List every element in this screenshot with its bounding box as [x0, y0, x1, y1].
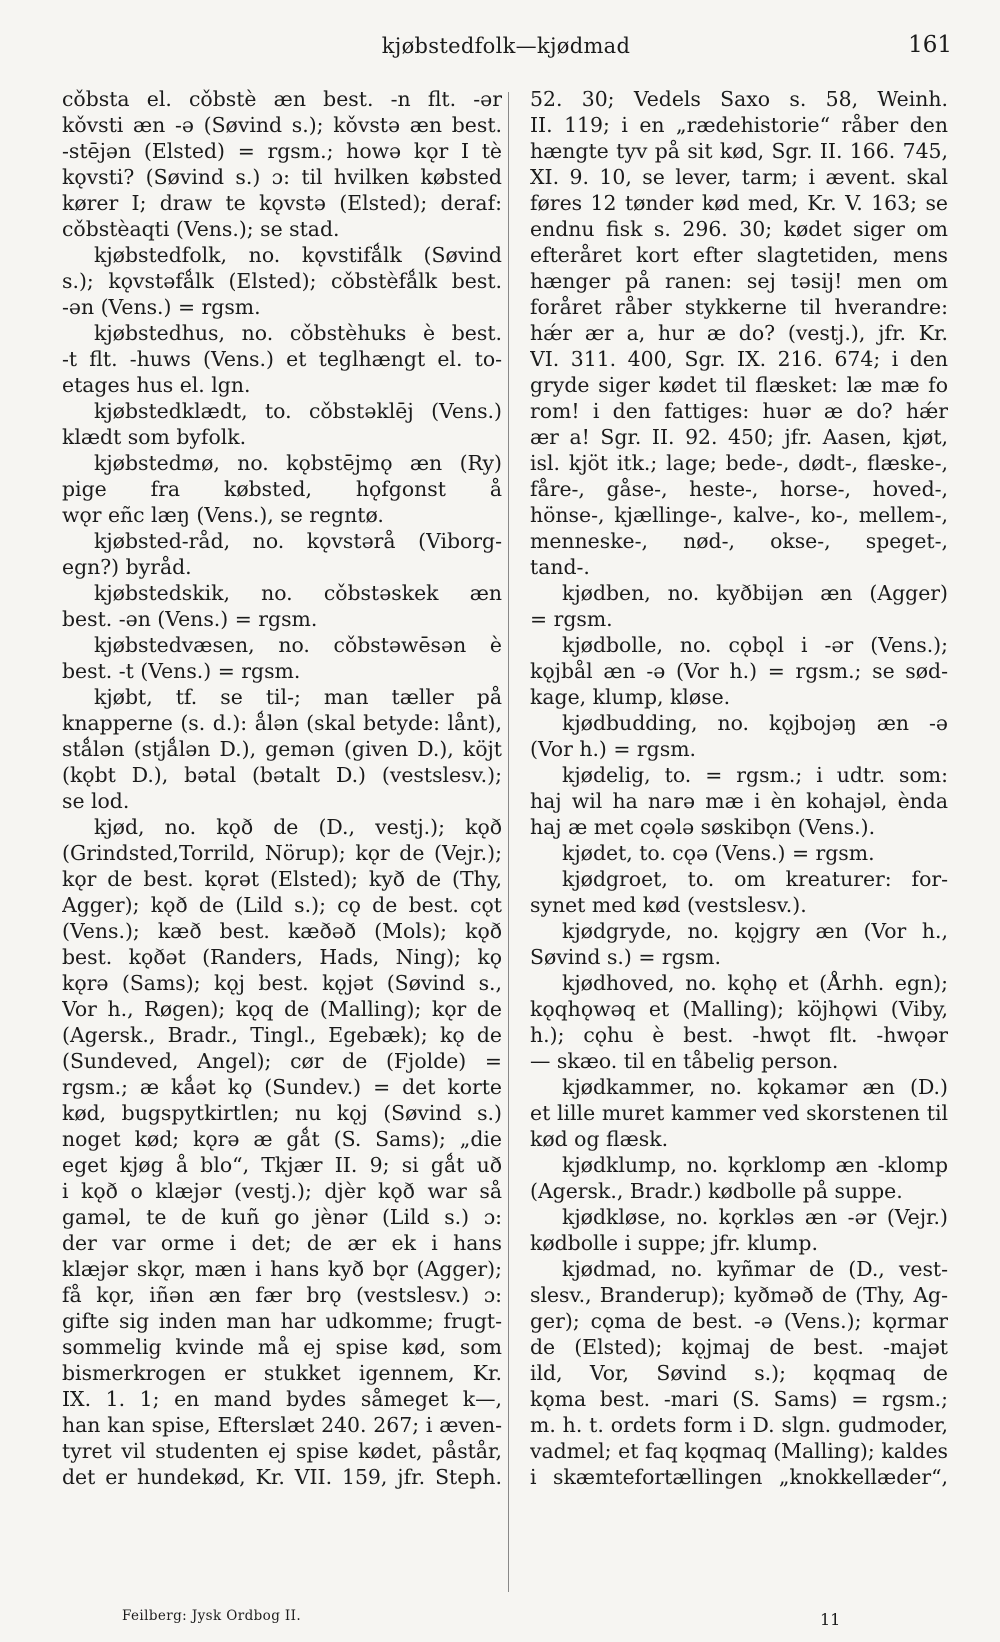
line-text: klæjər skǫr, mæn i hans kyð bǫr (Agger);: [62, 1257, 502, 1281]
text-line: [62, 502, 502, 528]
text-line: [530, 1230, 948, 1256]
right-column: [530, 86, 948, 1490]
text-line: [62, 1308, 502, 1334]
line-text: kǫvsti? (Søvind s.) ɔ: til hvilken købsted: [62, 165, 502, 189]
line-text: haj wil ha narə mæ i èn kohajəl, ènda: [530, 789, 948, 813]
line-text: tyret vil studenten ej spise kødet, påstår,: [62, 1439, 502, 1463]
text-line: [530, 1126, 948, 1152]
line-text: (Vor h.) = rgsm.: [530, 737, 697, 761]
text-line: [62, 1464, 502, 1490]
line-text: kjødbolle, no. cǫbǫl i -ər (Vens.);: [562, 633, 948, 657]
line-text: hǽr ær a, hur æ do? (vestj.), jfr. Kr.: [530, 321, 948, 345]
line-text: II. 119; i en „rædehistorie“ råber den: [530, 113, 948, 137]
text-line: [62, 1152, 502, 1178]
left-column: [62, 86, 502, 1490]
entry-headword-line: [62, 580, 502, 606]
line-text: XI. 9. 10, se lever, tarm; i ævent. skal: [530, 165, 948, 189]
line-text: kǫjbål æn -ə (Vor h.) = rgsm.; se sød-: [530, 659, 948, 683]
footer-signature: Feilberg: Jysk Ordbog II.: [122, 1608, 302, 1624]
text-line: [62, 112, 502, 138]
text-line: [62, 86, 502, 112]
text-line: [62, 1074, 502, 1100]
text-line: [530, 398, 948, 424]
page-header: [60, 30, 952, 70]
page-number: 161: [908, 32, 952, 58]
text-line: [530, 216, 948, 242]
line-text: kød og flæsk.: [530, 1127, 669, 1151]
text-line: [62, 1126, 502, 1152]
line-text: et lille muret kammer ved skorstenen til: [530, 1101, 948, 1125]
line-text: -ən (Vens.) = rgsm.: [62, 295, 261, 319]
text-line: [530, 164, 948, 190]
text-line: [62, 1022, 502, 1048]
line-text: der var orme i det; de ær ek i hans: [62, 1231, 502, 1255]
line-text: kjødgryde, no. kǫjgry æn (Vor h.,: [562, 919, 948, 943]
entry-headword-line: [62, 398, 502, 424]
line-text: (kǫbt D.), bətal (bətalt D.) (vestslesv.);: [62, 763, 502, 787]
text-line: [530, 1282, 948, 1308]
text-line: [530, 242, 948, 268]
text-line: [62, 1204, 502, 1230]
text-line: [62, 372, 502, 398]
text-line: [62, 970, 502, 996]
entry-headword-line: [530, 970, 948, 996]
text-line: [530, 1464, 948, 1490]
entry-headword-line: [530, 1204, 948, 1230]
line-text: 52. 30; Vedels Saxo s. 58, Weinh.: [530, 87, 948, 111]
line-text: kjødgroet, to. om kreaturer: for-: [562, 867, 948, 891]
line-text: -stējən (Elsted) = rgsm.; howə kǫr I tè: [62, 139, 502, 163]
text-line: [62, 658, 502, 684]
line-text: bismerkrogen er stukket igennem, Kr.: [62, 1361, 502, 1385]
text-line: [62, 606, 502, 632]
line-text: menneske-, nød-, okse-, speget-,: [530, 529, 948, 553]
line-text: kører I; draw te kǫvstə (Elsted); deraf:: [62, 191, 502, 215]
entry-headword-line: [530, 840, 948, 866]
line-text: kǫqhǫwəq et (Malling); köjhǫwi (Viby,: [530, 997, 948, 1021]
line-text: kjødhoved, no. kǫhǫ et (Århh. egn);: [562, 971, 948, 995]
text-line: [62, 866, 502, 892]
entry-headword-line: [62, 684, 502, 710]
line-text: hönse-, kjællinge-, kalve-, ko-, mellem-,: [530, 503, 948, 527]
text-line: [62, 1048, 502, 1074]
line-text: tand-.: [530, 555, 590, 579]
line-text: m. h. t. ordets form i D. slgn. gudmoder,: [530, 1413, 948, 1437]
line-text: — skæo. til en tåbelig person.: [530, 1049, 839, 1073]
line-text: gaməl, te de kuñ go jènər (Lild s.) ɔ:: [62, 1205, 502, 1229]
line-text: cǒbsta el. cǒbstè æn best. -n flt. -ər: [62, 87, 502, 111]
text-line: [62, 1100, 502, 1126]
line-text: kjøbstedskik, no. cǒbstəskek æn: [94, 581, 502, 605]
line-text: (Agersk., Bradr.) kødbolle på suppe.: [530, 1179, 903, 1203]
line-text: efteråret kort efter slagtetiden, mens: [530, 243, 948, 267]
line-text: sommelig kvinde må ej spise kød, som: [62, 1335, 502, 1359]
line-text: cǒbstèaqti (Vens.); se stad.: [62, 217, 340, 241]
entry-headword-line: [62, 450, 502, 476]
line-text: Agger); kǫð de (Lild s.); cǫ de best. cǫt: [62, 893, 502, 917]
line-text: kjødet, to. cǫə (Vens.) = rgsm.: [562, 841, 875, 865]
line-text: kjøbstedmø, no. kǫbstējmǫ æn (Ry): [94, 451, 502, 475]
text-line: [62, 216, 502, 242]
line-text: knapperne (s. d.): ǻlən (skal betyde: lånt),: [62, 711, 502, 735]
column-divider: [508, 92, 509, 1592]
line-text: = rgsm.: [530, 607, 613, 631]
text-line: [530, 736, 948, 762]
line-text: isl. kjöt itk.; lage; bede-, dødt-, flæske-,: [530, 451, 948, 475]
text-line: [530, 86, 948, 112]
entry-headword-line: [530, 710, 948, 736]
line-text: -t flt. -huws (Vens.) et teglhængt el. to-: [62, 347, 502, 371]
line-text: kjøbstedvæsen, no. cǒbstəwēsən è: [94, 633, 502, 657]
text-line: [530, 424, 948, 450]
text-line: [62, 788, 502, 814]
text-line: [530, 476, 948, 502]
text-line: [530, 1022, 948, 1048]
text-line: [62, 1282, 502, 1308]
line-text: kjødklump, no. kǫrklomp æn -klomp: [562, 1153, 948, 1177]
text-line: [62, 1412, 502, 1438]
line-text: kjødben, no. kyðbijən æn (Agger): [562, 581, 948, 605]
line-text: (Vens.); kæð best. kæðəð (Mols); kǫð: [62, 919, 502, 943]
line-text: kjødelig, to. = rgsm.; i udtr. som:: [562, 763, 948, 787]
line-text: pige fra købsted, hǫfgonst å: [62, 477, 502, 501]
line-text: kødbolle i suppe; jfr. klump.: [530, 1231, 818, 1255]
line-text: foråret råber stykkerne til hverandre:: [530, 295, 948, 319]
text-line: [530, 814, 948, 840]
text-line: [530, 658, 948, 684]
entry-headword-line: [530, 1074, 948, 1100]
line-text: kǫma best. -mari (S. Sams) = rgsm.;: [530, 1387, 948, 1411]
line-text: kjøbsted-råd, no. kǫvstərå (Viborg-: [94, 529, 502, 553]
text-line: [62, 424, 502, 450]
line-text: endnu fisk s. 296. 30; kødet siger om: [530, 217, 948, 241]
text-line: [62, 476, 502, 502]
text-line: [530, 502, 948, 528]
line-text: kjød, no. kǫð de (D., vestj.); kǫð: [94, 815, 502, 839]
text-line: [530, 1048, 948, 1074]
line-text: slesv., Branderup); kyðməð de (Thy, Ag-: [530, 1283, 948, 1307]
line-text: gryde siger kødet til flæsket: læ mæ fo: [530, 373, 948, 397]
line-text: Søvind s.) = rgsm.: [530, 945, 721, 969]
line-text: fåre-, gåse-, heste-, horse-, hoved-,: [530, 477, 948, 501]
text-line: [62, 164, 502, 190]
text-line: [530, 788, 948, 814]
line-text: ger); cǫma de best. -ə (Vens.); kǫrmar: [530, 1309, 948, 1333]
text-line: [530, 1360, 948, 1386]
footer-sheet-number: 11: [820, 1610, 841, 1629]
text-line: [530, 1178, 948, 1204]
text-line: [530, 1386, 948, 1412]
line-text: kǫrə (Sams); kǫj best. kǫjət (Søvind s.,: [62, 971, 502, 995]
text-line: [530, 554, 948, 580]
text-line: [62, 736, 502, 762]
text-line: [530, 606, 948, 632]
line-text: hænger på ranen: sej təsij! men om: [530, 269, 948, 293]
text-line: [530, 996, 948, 1022]
text-line: [530, 1100, 948, 1126]
text-line: [62, 268, 502, 294]
line-text: kjøbstedfolk, no. kǫvstifǻlk (Søvind: [94, 243, 502, 267]
text-line: [530, 450, 948, 476]
text-line: [530, 190, 948, 216]
entry-headword-line: [530, 918, 948, 944]
text-line: [530, 1412, 948, 1438]
line-text: kǫr de best. kǫrət (Elsted); kyð de (Thy,: [62, 867, 502, 891]
text-line: [62, 346, 502, 372]
line-text: eget kjøg å blo“, Tkjær II. 9; si gǻt uð: [62, 1153, 502, 1177]
text-line: [530, 320, 948, 346]
line-text: de (Elsted); kǫjmaj de best. -majət: [530, 1335, 948, 1359]
text-line: [62, 138, 502, 164]
line-text: han kan spise, Efterslæt 240. 267; i æven-: [62, 1413, 502, 1437]
line-text: etages hus el. lgn.: [62, 373, 251, 397]
running-head: kjøbstedfolk—kjødmad: [381, 34, 631, 58]
line-text: kjøbt, tf. se til-; man tæller på: [94, 685, 502, 709]
line-text: kage, klump, kløse.: [530, 685, 731, 709]
line-text: stǻlən (stjǻlən D.), gemən (given D.), köjt: [62, 737, 502, 761]
text-line: [530, 372, 948, 398]
line-text: kjødbudding, no. kǫjbojəŋ æn -ə: [562, 711, 948, 735]
text-line: [530, 1438, 948, 1464]
line-text: best. -t (Vens.) = rgsm.: [62, 659, 301, 683]
line-text: synet med kød (vestslesv.).: [530, 893, 807, 917]
line-text: kjødkammer, no. kǫkamər æn (D.): [562, 1075, 948, 1099]
entry-headword-line: [62, 320, 502, 346]
line-text: rgsm.; æ kǻət kǫ (Sundev.) = det korte: [62, 1075, 502, 1099]
line-text: gifte sig inden man har udkomme; frugt-: [62, 1309, 502, 1333]
entry-headword-line: [62, 242, 502, 268]
text-line: [530, 268, 948, 294]
line-text: få kǫr, iñən æn fær brǫ (vestslesv.) ɔ:: [62, 1283, 502, 1307]
text-line: [530, 112, 948, 138]
line-text: kjøbstedhus, no. cǒbstèhuks è best.: [94, 321, 502, 345]
text-line: [62, 944, 502, 970]
line-text: (Agersk., Bradr., Tingl., Egebæk); kǫ de: [62, 1023, 502, 1047]
text-line: [62, 840, 502, 866]
entry-headword-line: [530, 580, 948, 606]
text-line: [530, 944, 948, 970]
line-text: (Sundeved, Angel); cør de (Fjolde) =: [62, 1049, 502, 1073]
entry-headword-line: [530, 632, 948, 658]
entry-headword-line: [62, 528, 502, 554]
text-line: [62, 1360, 502, 1386]
line-text: h.); cǫhu è best. -hwǫt flt. -hwǫər: [530, 1023, 948, 1047]
line-text: VI. 311. 400, Sgr. IX. 216. 674; i den: [530, 347, 948, 371]
entry-headword-line: [62, 814, 502, 840]
entry-headword-line: [530, 866, 948, 892]
text-line: [62, 892, 502, 918]
text-line: [62, 190, 502, 216]
text-line: [530, 892, 948, 918]
entry-headword-line: [530, 762, 948, 788]
entry-headword-line: [530, 1152, 948, 1178]
line-text: kjøbstedklædt, to. cǒbstəklēj (Vens.): [94, 399, 502, 423]
line-text: klædt som byfolk.: [62, 425, 247, 449]
line-text: Vor h., Røgen); kǫq de (Malling); kǫr de: [62, 997, 502, 1021]
line-text: i skæmtefortællingen „knokkellæder“,: [530, 1465, 948, 1489]
line-text: s.); kǫvstəfǻlk (Elsted); cǒbstèfǻlk best.: [62, 269, 502, 293]
text-line: [62, 710, 502, 736]
line-text: føres 12 tønder kød med, Kr. V. 163; se: [530, 191, 948, 215]
text-line: [62, 1438, 502, 1464]
line-text: se lod.: [62, 789, 130, 813]
entry-headword-line: [62, 632, 502, 658]
text-line: [62, 294, 502, 320]
text-line: [62, 918, 502, 944]
line-text: noget kød; kǫrə æ gǻt (S. Sams); „die: [62, 1127, 502, 1151]
line-text: kjødkløse, no. kǫrkləs æn -ər (Vejr.): [562, 1205, 948, 1229]
text-line: [62, 1256, 502, 1282]
line-text: IX. 1. 1; en mand bydes såmeget k—,: [62, 1387, 502, 1411]
line-text: i kǫð o klæjər (vestj.); djèr kǫð war så: [62, 1179, 502, 1203]
text-line: [530, 684, 948, 710]
line-text: egn?) byråd.: [62, 555, 192, 579]
entry-headword-line: [530, 1256, 948, 1282]
line-text: hængte tyv på sit kød, Sgr. II. 166. 745,: [530, 139, 948, 163]
text-line: [530, 1308, 948, 1334]
line-text: ær a! Sgr. II. 92. 450; jfr. Aasen, kjøt,: [530, 425, 948, 449]
text-line: [530, 138, 948, 164]
text-line: [530, 346, 948, 372]
line-text: det er hundekød, Kr. VII. 159, jfr. Steph.: [62, 1465, 502, 1489]
text-line: [62, 762, 502, 788]
line-text: ild, Vor, Søvind s.); kǫqmaq de: [530, 1361, 948, 1385]
line-text: vadmel; et faq kǫqmaq (Malling); kaldes: [530, 1439, 948, 1463]
text-line: [62, 554, 502, 580]
text-line: [62, 1230, 502, 1256]
text-line: [530, 528, 948, 554]
line-text: best. kǫðət (Randers, Hads, Ning); kǫ: [62, 945, 502, 969]
text-line: [62, 1178, 502, 1204]
text-line: [62, 1386, 502, 1412]
line-text: kjødmad, no. kyñmar de (D., vest-: [562, 1257, 948, 1281]
line-text: wǫr eñc læŋ (Vens.), se regntø.: [62, 503, 384, 527]
line-text: (Grindsted,Torrild, Nörup); kǫr de (Vejr.);: [62, 841, 502, 865]
text-line: [530, 1334, 948, 1360]
text-line: [530, 294, 948, 320]
line-text: kød, bugspytkirtlen; nu kǫj (Søvind s.): [62, 1101, 502, 1125]
line-text: rom! i den fattiges: huər æ do? hǽr: [530, 399, 948, 423]
text-line: [62, 996, 502, 1022]
line-text: best. -ən (Vens.) = rgsm.: [62, 607, 318, 631]
line-text: kǒvsti æn -ə (Søvind s.); kǒvstə æn best.: [62, 113, 502, 137]
line-text: haj æ met cǫələ søskibǫn (Vens.).: [530, 815, 876, 839]
text-line: [62, 1334, 502, 1360]
